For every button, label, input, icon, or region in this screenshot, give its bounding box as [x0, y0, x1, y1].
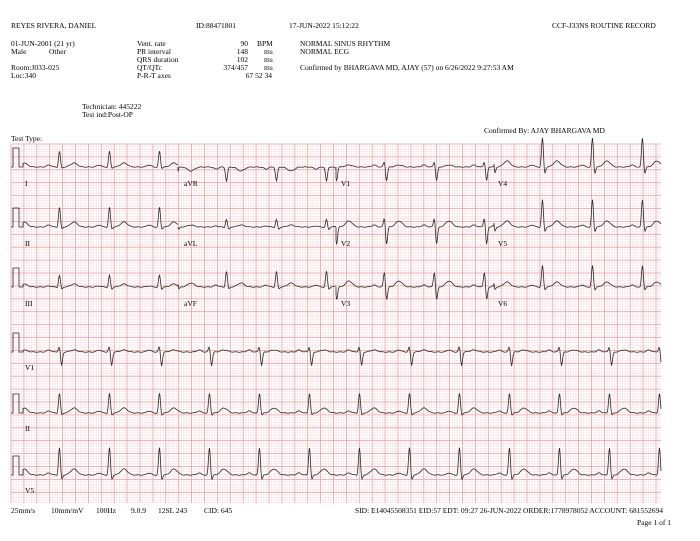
- ecg-trace-v4: [494, 138, 661, 173]
- record-ids: SID: E14045508351 EID:57 EDT: 09:27 26-JUN-2022 ORDER:1778978052 ACCOUNT: 681552694: [355, 506, 663, 515]
- technician: Technician: 445222: [82, 102, 142, 111]
- lead-label: V3: [341, 299, 351, 308]
- lead-label: aVR: [184, 179, 198, 188]
- device: 12SL 243: [158, 506, 188, 515]
- record-datetime: 17-JUN-2022 15:12:22: [289, 21, 359, 30]
- measure-value: 374/457: [223, 63, 248, 72]
- confirmation-line: Confirmed by BHARGAVA MD, AJAY (57) on 6/26/2022 9:27:53 AM: [300, 63, 514, 72]
- lead-label: V4: [498, 179, 508, 188]
- test-type: Test Type:: [11, 134, 43, 143]
- paper-speed: 25mm/s: [11, 506, 36, 515]
- cid: CID: 645: [204, 506, 233, 515]
- interpretation-result: NORMAL ECG: [300, 47, 350, 56]
- confirmed-by: Confirmed By: AJAY BHARGAVA MD: [484, 126, 605, 135]
- lead-label: aVL: [184, 239, 198, 248]
- patient-id: ID:88471801: [196, 21, 236, 30]
- measure-value: 67 52 34: [245, 71, 272, 80]
- ecg-trace-avl: [178, 219, 336, 229]
- lead-label: aVF: [184, 299, 197, 308]
- gain: 10mm/mV: [51, 506, 84, 515]
- interpretation-rhythm: NORMAL SINUS RHYTHM: [300, 39, 391, 48]
- measure-value: 148: [236, 47, 248, 56]
- filter: 100Hz: [96, 506, 116, 515]
- measure-unit: ms: [264, 55, 273, 64]
- measure-label: QT/QTc: [137, 63, 162, 72]
- measure-unit: BPM: [257, 39, 273, 48]
- lead-label: V1: [341, 179, 351, 188]
- measure-unit: ms: [264, 47, 273, 56]
- lead-label: I: [25, 179, 28, 188]
- rhythm-lead-label: V1: [25, 363, 35, 372]
- patient-location: Loc:340: [11, 71, 36, 80]
- patient-name: REYES RIVERA, DANIEL: [11, 21, 97, 30]
- record-type: CCF-J33NS ROUTINE RECORD: [552, 21, 656, 30]
- measure-label: QRS duration: [137, 55, 179, 64]
- ecg-trace-avf: [178, 271, 336, 289]
- measure-label: Vent. rate: [137, 39, 166, 48]
- lead-label: V2: [341, 239, 351, 248]
- rhythm-lead-label: II: [25, 424, 30, 433]
- lead-label: III: [25, 299, 33, 308]
- measure-value: 90: [240, 39, 248, 48]
- measure-label: PR interval: [137, 47, 171, 56]
- date-of-birth: 01-JUN-2001 (21 yr): [11, 39, 75, 48]
- ecg-grid: [11, 144, 661, 503]
- lead-label: II: [25, 239, 30, 248]
- patient-sex: Male: [11, 47, 27, 56]
- test-indication: Test ind:Post-OP: [82, 110, 133, 119]
- software-version: 9.0.9: [131, 506, 146, 515]
- ecg-trace-avr: [178, 167, 336, 181]
- lead-label: V6: [498, 299, 508, 308]
- rhythm-lead-label: V5: [25, 486, 35, 495]
- measure-unit: ms: [264, 63, 273, 72]
- lead-label: V5: [498, 239, 508, 248]
- patient-room: Room:J033-025: [11, 63, 60, 72]
- patient-race: Other: [49, 47, 67, 56]
- measure-value: 102: [236, 55, 248, 64]
- page-number: Page 1 of 1: [637, 518, 671, 527]
- measure-label: P-R-T axes: [137, 71, 171, 80]
